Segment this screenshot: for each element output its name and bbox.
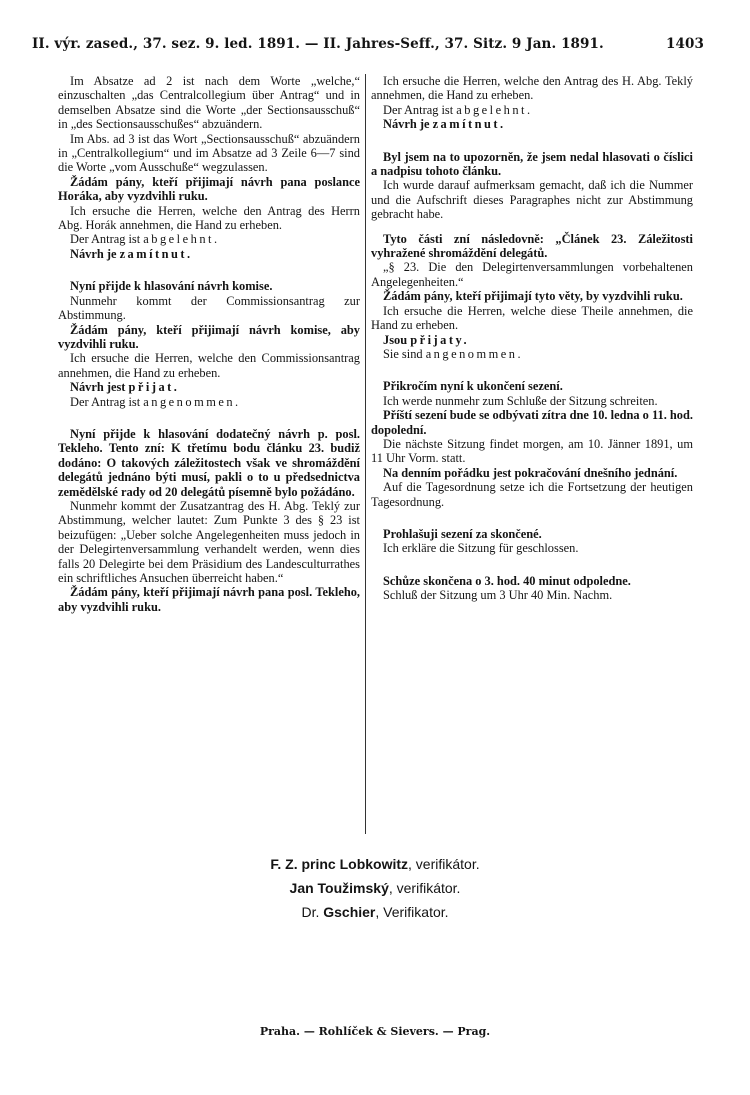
german-paragraph: Auf die Tagesordnung setze ich die Fortsetzung der heutigen Tagesordnung. bbox=[371, 480, 693, 509]
czech-paragraph: Na denním pořádku jest pokračování dnešního jednání. bbox=[383, 465, 678, 480]
czech-paragraph: Návrh jest přijat. bbox=[70, 380, 180, 395]
german-paragraph: Die nächste Sitzung findet morgen, am 10. Jänner 1891, um 11 Uhr Vorm. statt. bbox=[371, 436, 693, 466]
czech-paragraph: Schůze skončena o 3. hod. 40 minut odpoledne. bbox=[383, 573, 631, 588]
german-paragraph: Ich werde nunmehr zum Schluße der Sitzung schreiten. bbox=[383, 393, 658, 408]
page-header bbox=[32, 36, 704, 52]
spaced-outcome: angenommen. bbox=[143, 394, 241, 409]
german-paragraph: Der Antrag ist abgelehnt. bbox=[70, 232, 220, 247]
german-paragraph: Ich ersuche die Herren, welche den Antrag des H. Abg. Teklý annehmen, die Hand zu erheben. bbox=[371, 74, 693, 103]
german-paragraph: Nunmehr kommt der Zusatzantrag des H. Abg. Teklý zur Abstimmung, welcher lautet: Zum Punkte 3 des § 23 ist beizufügen: „Ueber solche Angelegenheiten muss jedoch in der Delegirtenversammlung verhandelt werden, wenn dies falls 20 Delegirte bei dem Präsidium des Landesculturrathes ein schriftliches Ansuchen überreicht haben.“ bbox=[58, 498, 360, 585]
verifier-role: , verifikátor. bbox=[408, 856, 480, 872]
page-number: 1403 bbox=[666, 36, 704, 52]
spaced-outcome: abgelehnt. bbox=[143, 232, 220, 247]
right-column bbox=[371, 74, 693, 603]
german-paragraph: Ich ersuche die Herren, welche den Commissionsantrag annehmen, die Hand zu erheben. bbox=[58, 351, 360, 380]
german-paragraph: Ich ersuche die Herren, welche den Antrag des Herrn Abg. Horák annehmen, die Hand zu erheben. bbox=[58, 203, 360, 233]
german-paragraph: Im Absatze ad 2 ist nach dem Worte „welche,“ einzuschalten „das Centralcollegium über Antrag“ und in demselben Absatze sind die Worte „der Sectionsausschuß“ in „des Sectionsausschußes“ abzuändern. bbox=[58, 74, 360, 132]
czech-paragraph: Přikročím nyní k ukončení sezení. bbox=[383, 379, 563, 394]
german-paragraph: Ich erkläre die Sitzung für geschlossen. bbox=[383, 541, 579, 556]
verifier-role: , verifikátor. bbox=[388, 880, 461, 896]
spaced-outcome: zamítnut. bbox=[119, 246, 193, 261]
german-paragraph: „§ 23. Die den Delegirtenversammlungen vorbehaltenen Angelegenheiten.“ bbox=[371, 260, 693, 289]
verifier-name: F. Z. princ Lobkowitz bbox=[270, 856, 409, 872]
german-paragraph: Nunmehr kommt der Commissionsantrag zur Abstimmung. bbox=[58, 293, 360, 323]
czech-paragraph: Byl jsem na to upozorněn, že jsem nedal hlasovati o číslici a nadpisu tohoto článku. bbox=[371, 149, 693, 179]
german-paragraph: Ich wurde darauf aufmerksam gemacht, daß ich die Nummer und die Aufschrift dieses Paragraphes nicht zur Abstimmung gebracht habe. bbox=[371, 178, 693, 222]
spaced-outcome: přijat. bbox=[128, 380, 180, 395]
german-paragraph: Schluß der Sitzung um 3 Uhr 40 Min. Nachm. bbox=[383, 588, 613, 603]
german-paragraph: Der Antrag ist abgelehnt. bbox=[383, 102, 533, 117]
german-paragraph: Sie sind angenommen. bbox=[383, 346, 524, 361]
german-paragraph: Der Antrag ist angenommen. bbox=[70, 394, 241, 409]
column-divider bbox=[365, 74, 366, 834]
spaced-outcome: angenommen. bbox=[425, 346, 524, 361]
czech-paragraph: Jsou přijaty. bbox=[383, 332, 470, 347]
german-paragraph: Ich ersuche die Herren, welche diese Theile annehmen, die Hand zu erheben. bbox=[371, 303, 693, 333]
czech-paragraph: Žádám pány, kteří přijimají tyto věty, by vyzdvihli ruku. bbox=[383, 289, 683, 304]
header-title: II. výr. zased., 37. sez. 9. led. 1891. — II. Jahres-Seff., 37. Sitz. 9 Jan. 1891. bbox=[32, 36, 604, 52]
verifier-name: Jan Toužimský bbox=[289, 880, 389, 896]
verifier-prefix: Dr. bbox=[301, 904, 324, 920]
czech-paragraph: Žádám pány, kteří přijimají návrh pana posl. Tekleho, aby vyzdvihli ruku. bbox=[58, 585, 360, 614]
verifier-3 bbox=[0, 904, 750, 920]
czech-paragraph: Nyní přijde k hlasování návrh komise. bbox=[70, 279, 273, 294]
czech-paragraph: Žádám pány, kteří přijimají návrh pana poslance Horáka, aby vyzdvihli ruku. bbox=[58, 174, 360, 204]
czech-paragraph: Návrh je zamítnut. bbox=[383, 117, 506, 132]
german-paragraph: Im Abs. ad 3 ist das Wort „Sectionsausschuß“ abzuändern in „Centralkollegium“ und im Absatze ad 3 Zeile 6—7 sind die Worte „vom Ausschuße“ wegzulassen. bbox=[58, 131, 360, 175]
czech-paragraph: Tyto části zní následovně: „Článek 23. Záležitosti vyhražené shromáždění delegátů. bbox=[371, 231, 693, 261]
czech-paragraph: Návrh je zamítnut. bbox=[70, 246, 193, 261]
spaced-outcome: zamítnut. bbox=[432, 117, 506, 132]
left-column bbox=[58, 74, 360, 614]
verifier-name: Gschier bbox=[323, 904, 376, 920]
verifier-2 bbox=[0, 880, 750, 896]
spaced-outcome: přijaty. bbox=[410, 332, 470, 347]
czech-paragraph: Žádám pány, kteří přijimají návrh komise, aby vyzdvihli ruku. bbox=[58, 322, 360, 351]
verifier-1 bbox=[0, 856, 750, 872]
czech-paragraph: Příští sezení bude se odbývati zítra dne 10. ledna o 11. hod. dopolední. bbox=[371, 408, 693, 437]
czech-paragraph: Prohlašuji sezení za skončené. bbox=[383, 526, 542, 541]
czech-paragraph: Nyní přijde k hlasování dodatečný návrh p. posl. Tekleho. Tento zní: K třetímu bodu článku 23. budiž dodáno: O takových záležitostech však ve shromáždění delegátů jednáno býti musí, pakli o to u předsednictva zemědělské rady od 20 delegátů písemně bylo požádáno. bbox=[58, 426, 360, 499]
printer-footer: Praha. — Rohlíček & Sievers. — Prag. bbox=[259, 1025, 491, 1038]
spaced-outcome: abgelehnt. bbox=[456, 102, 533, 117]
verifier-role: , Verifikator. bbox=[375, 904, 449, 920]
